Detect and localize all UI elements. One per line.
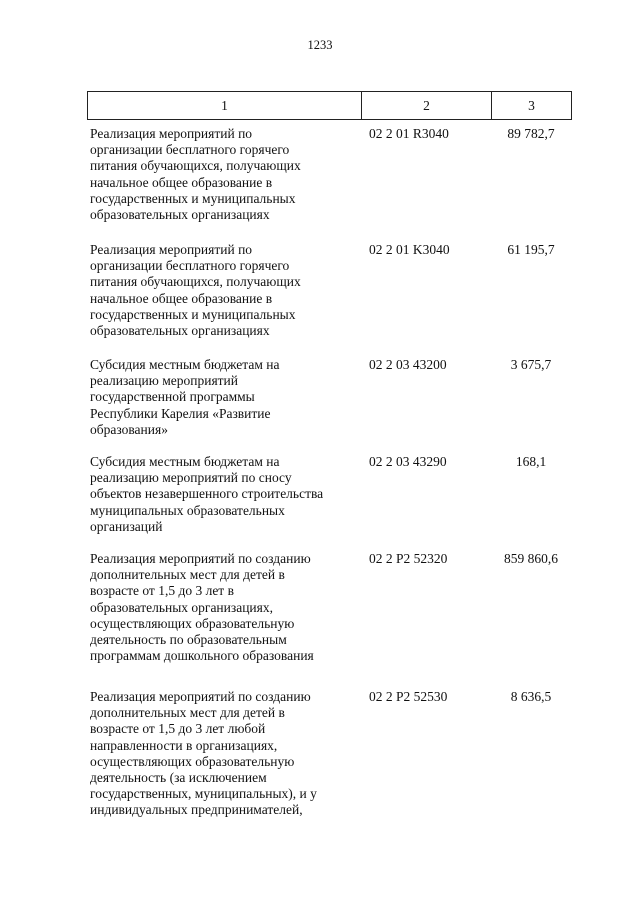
row-amount: 3 675,7 — [510, 357, 552, 372]
row-amount: 859 860,6 — [504, 551, 558, 566]
row-name: Субсидия местным бюджетам на реализацию мероприятий по сносу объектов незавершенного строительства муниципальных образовательных организаций — [90, 454, 324, 534]
table-row — [87, 689, 571, 829]
row-amount: 8 636,5 — [510, 689, 552, 704]
row-name: Реализация мероприятий по созданию дополнительных мест для детей в возрасте от 1,5 до 3 лет любой направленности в организациях, осуществляющих образовательную деятельность (за исключением государственных, муниципальных), и у индивидуальных предпринимателей, — [90, 689, 317, 818]
row-code: 02 2 01 K3040 — [369, 242, 450, 257]
table-header — [87, 91, 572, 120]
column-header-1: 1 — [88, 92, 362, 120]
row-amount: 61 195,7 — [507, 242, 555, 257]
row-code: 02 2 P2 52530 — [369, 689, 448, 704]
row-amount: 89 782,7 — [507, 126, 555, 141]
row-amount: 168,1 — [515, 454, 547, 469]
table-row — [87, 551, 571, 689]
row-name: Субсидия местным бюджетам на реализацию мероприятий государственной программы Республики Карелия «Развитие образования» — [90, 357, 280, 437]
row-name: Реализация мероприятий по созданию дополнительных мест для детей в возрасте от 1,5 до 3 лет в образовательных организациях, осуществляющих образовательную деятельность по образовательным программам дошкольного образования — [90, 551, 314, 664]
column-header-2: 2 — [362, 92, 492, 120]
table-row — [87, 126, 571, 242]
row-code: 02 2 03 43200 — [369, 357, 447, 372]
table-row — [87, 357, 571, 454]
table-body — [87, 126, 571, 829]
page-number: 1233 — [307, 38, 333, 52]
row-code: 02 2 P2 52320 — [369, 551, 448, 566]
table-row — [87, 454, 571, 551]
row-code: 02 2 01 R3040 — [369, 126, 449, 141]
row-name: Реализация мероприятий по организации бесплатного горячего питания обучающихся, получающих начальное общее образование в государственных и муниципальных образовательных организациях — [90, 242, 301, 339]
column-header-3: 3 — [492, 92, 572, 120]
row-name: Реализация мероприятий по организации бесплатного горячего питания обучающихся, получающих начальное общее образование в государственных и муниципальных образовательных организациях — [90, 126, 301, 223]
row-code: 02 2 03 43290 — [369, 454, 447, 469]
table-row — [87, 242, 571, 357]
